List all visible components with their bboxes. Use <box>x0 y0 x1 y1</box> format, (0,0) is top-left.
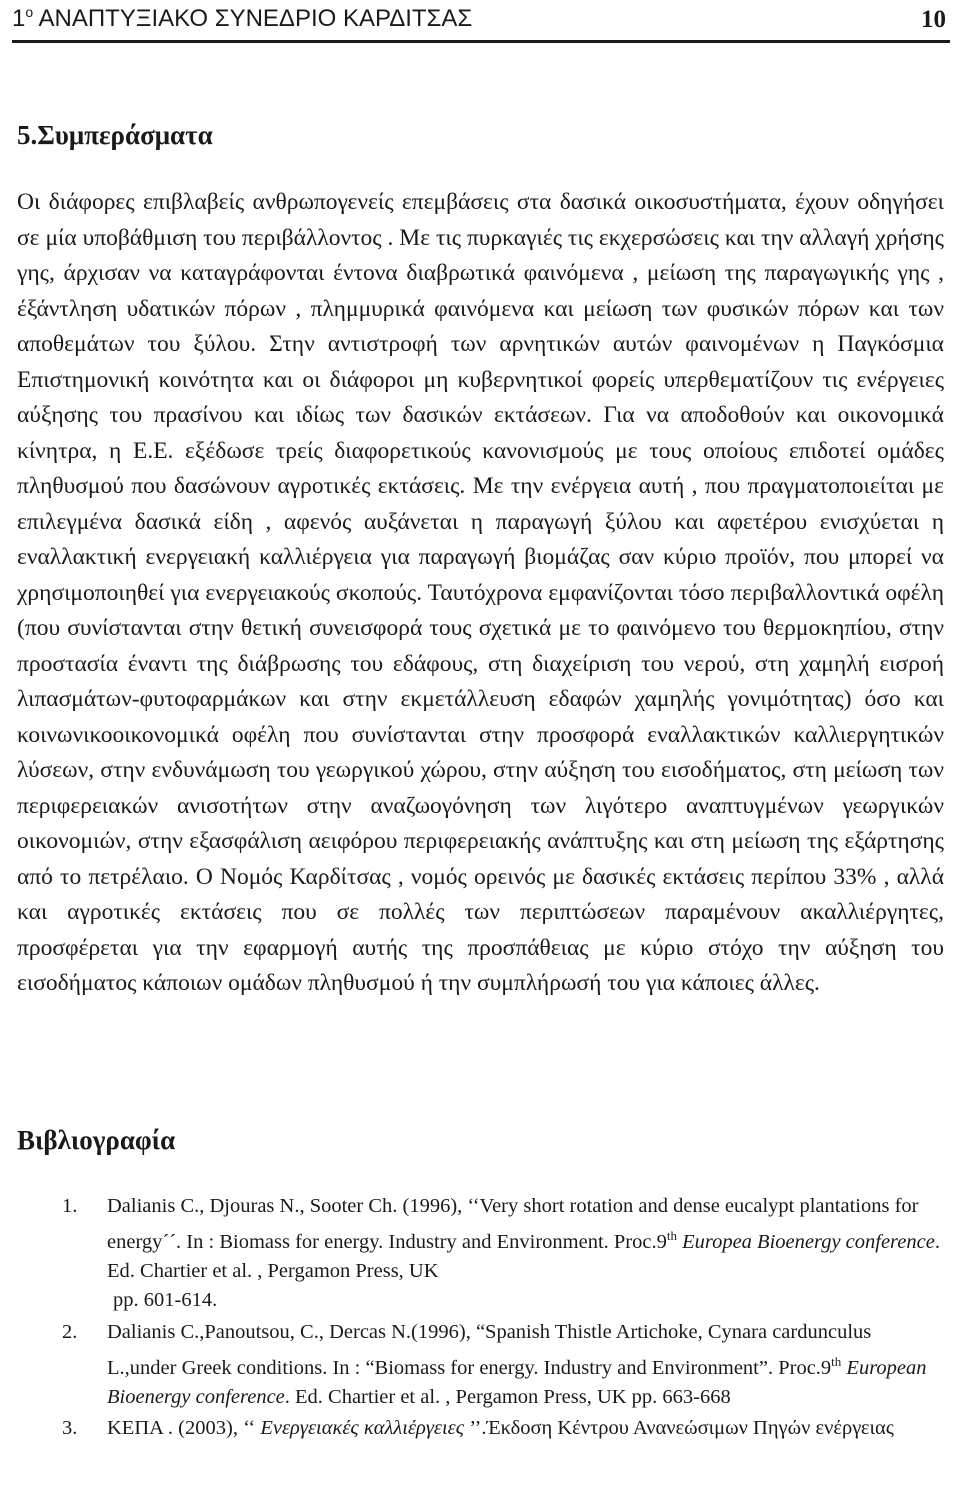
reference-superscript: th <box>666 1228 677 1244</box>
reference-conference: Europea Bioenergy conference <box>676 1231 935 1254</box>
reference-item <box>62 1414 942 1443</box>
title-text: ΑΝΑΠΤΥΞΙΑΚΟ ΣΥΝΕΔΡΙΟ ΚΑΡΔΙΤΣΑΣ <box>33 5 473 32</box>
reference-text: Dalianis C., Djouras N., Sooter Ch. (1996), ‘‘Very short rotation and dense eucalypt plantations for energy´´. In : Biomass for energy. Industry and Environment. Proc.9 <box>107 1195 919 1254</box>
page-number: 10 <box>921 6 946 33</box>
title-superscript: ο <box>25 4 34 20</box>
bibliography-title: Βιβλιογραφία <box>17 1125 176 1155</box>
reference-item <box>62 1192 942 1316</box>
reference-title: Ενεργειακές καλλιέργειες <box>260 1417 465 1440</box>
section-title: 5.Συμπεράσματα <box>17 120 213 150</box>
reference-number: 1. <box>62 1195 78 1217</box>
running-header <box>12 0 950 43</box>
reference-publisher: ’’.Έκδοση Κέντρου Ανανεώσιμων Πηγών ενέργειας <box>464 1417 894 1440</box>
reference-number: 3. <box>62 1417 78 1440</box>
reference-conference: European Bioenergy conference <box>107 1356 927 1408</box>
reference-text: Dalianis C.,Panoutsou, C., Dercas N.(1996), “Spanish Thistle Artichoke, Cynara cardunculus L.,under Greek conditions. In : “Biomass for energy. Industry and Environment”. Proc.9 <box>107 1320 872 1379</box>
reference-list <box>62 1192 942 1445</box>
conference-title <box>12 4 472 33</box>
reference-item <box>62 1318 942 1412</box>
reference-superscript: th <box>831 1353 842 1369</box>
reference-publisher: . Ed. Chartier et al. , Pergamon Press, UK pp. 663-668 <box>284 1385 731 1408</box>
conclusions-paragraph: Οι διάφορες επιβλαβείς ανθρωπογενείς επεμβάσεις στα δασικά οικοσυστήματα, έχουν οδηγήσει σε μία υποβάθμιση του περιβάλλοντος . Με τις πυρκαγιές τις εκχερσώσεις και την αλλαγή χρήσης γης, άρχισαν να καταγράφονται έντονα διαβρωτικά φαινόμενα , μείωση της παραγωγικής γης , έξάντληση υδατικών πόρων , πλημμυρικά φαινόμενα και μείωση των φυσικών πόρων και των αποθεμάτων του ξύλου. Στην αντιστροφή των αρνητικών αυτών φαινομένων η Παγκόσμια Επιστημονική κοινότητα και οι διάφοροι μη κυβερνητικοί φορείς υπερθεματίζουν τις ενέργειες αύξησης του πρασίνου και ιδίως των δασικών εκτάσεων. Για να αποδοθούν και οικονομικά κίνητρα, η Ε.Ε. εξέδωσε τρείς διαφορετικούς κανονισμούς με τους οποίους επιδοτεί ομάδες πληθυσμού που δασώνουν αγροτικές εκτάσεις. Με την ενέργεια αυτή , που πραγματοποιείται με επιλεγμένα δασικά είδη , αφενός αυξάνεται η παραγωγή ξύλου και αφετέρου ενισχύεται η εναλλακτική ενεργειακή καλλιέργεια για παραγωγή βιομάζας σαν κύριο προϊόν, που μπορεί να χρησιμοποιηθεί για ενεργειακούς σκοπούς. Ταυτόχρονα εμφανίζονται τόσο περιβαλλοντικά οφέλη (που συνίστανται στην θετική συνεισφορά τους σχετικά με το φαινόμενο του θερμοκηπίου, στην προστασία έναντι της διάβρωσης του εδάφους, στη διαχείριση του νερού, στη χαμηλή εισροή λιπασμάτων-φυτοφαρμάκων και στην εκμετάλλευση εδαφών χαμηλής γονιμότητας) όσο και κοινωνικοοικονομικά οφέλη που συνίστανται στην προσφορά εναλλακτικών καλλιεργητικών λύσεων, στην ενδυνάμωση του γεωργικού χώρου, στην αύξηση του εισοδήματος, στη μείωση των περιφερειακών ανισοτήτων στην αναζωογόνηση των λιγότερο αναπτυγμένων γεωργικών οικονομιών, στην εξασφάλιση αειφόρου περιφερειακής ανάπτυξης και στη μείωση της εξάρτησης από το πετρέλαιο. Ο Νομός Καρδίτσας , νομός ορεινός με δασικές εκτάσεις περίπου 33% , αλλά και αγροτικές εκτάσεις που σε πολλές των περιπτώσεων παραμένουν ακαλλιέργητες, προσφέρεται για την εφαρμογή αυτής της προσπάθειας με κύριο στόχο την αύξηση του εισοδήματος κάποιων ομάδων πληθυσμού ή την συμπλήρωσή του για κάποιες άλλες. <box>17 189 944 996</box>
reference-number: 2. <box>62 1320 78 1343</box>
reference-publisher: . Ed. Chartier et al. , Pergamon Press, UK <box>107 1231 940 1283</box>
reference-pages: pp. 601-614. <box>113 1289 218 1312</box>
title-number: 1 <box>12 5 26 32</box>
reference-text: ΚΕΠΑ . (2003), ‘‘ <box>107 1417 261 1440</box>
